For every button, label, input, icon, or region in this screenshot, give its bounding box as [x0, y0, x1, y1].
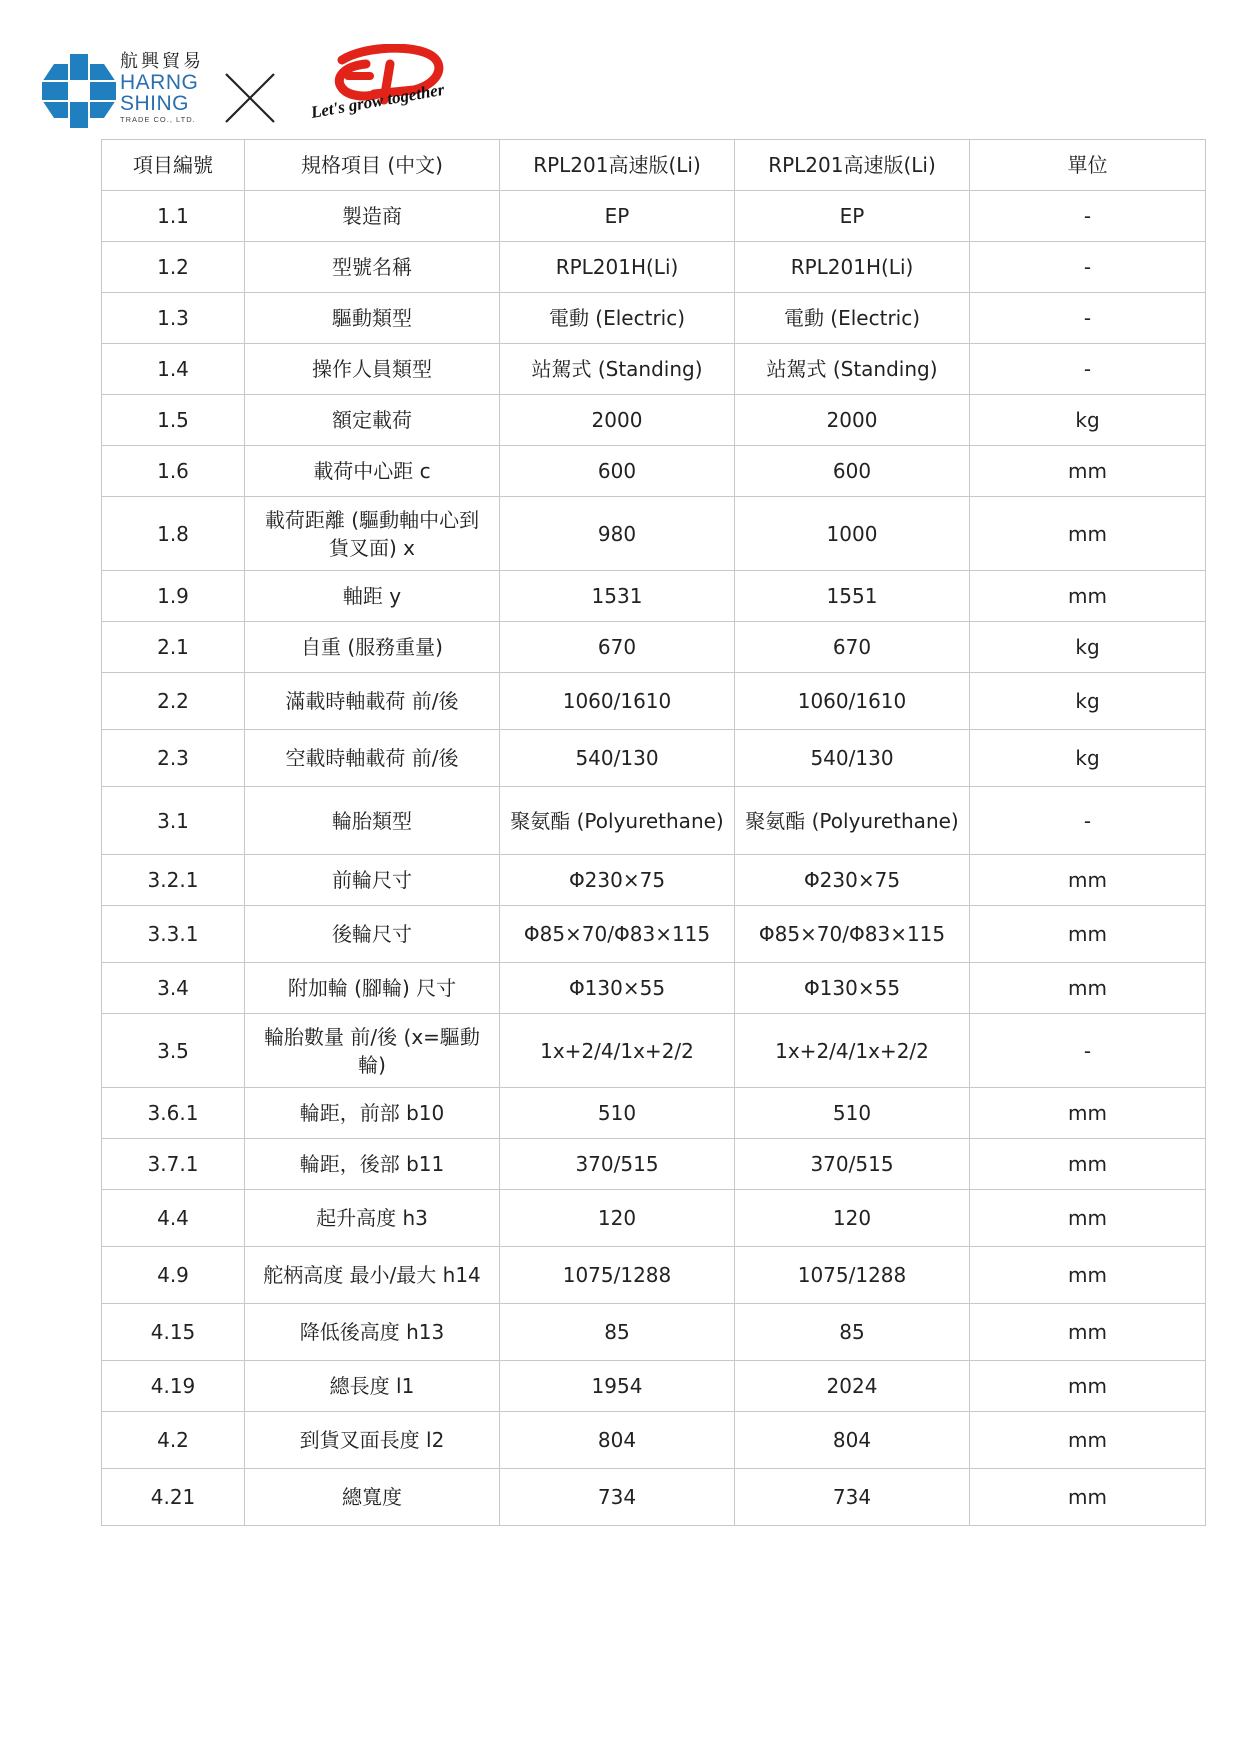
table-row [102, 497, 1206, 571]
header-spec-item: 規格項目 (中文) [245, 140, 500, 191]
cell-item-no: 3.7.1 [102, 1139, 245, 1190]
table-header-row [102, 140, 1206, 191]
cell-model-2: EP [735, 191, 970, 242]
header-item-no: 項目編號 [102, 140, 245, 191]
cell-item-no: 2.3 [102, 730, 245, 787]
cell-unit: mm [970, 1190, 1206, 1247]
cell-unit: mm [970, 1412, 1206, 1469]
cell-unit: mm [970, 1304, 1206, 1361]
table-row [102, 1247, 1206, 1304]
cell-model-2: 站駕式 (Standing) [735, 344, 970, 395]
cell-spec-item: 額定載荷 [245, 395, 500, 446]
cell-item-no: 1.8 [102, 497, 245, 571]
cell-spec-item: 附加輪 (腳輪) 尺寸 [245, 963, 500, 1014]
cell-model-2: 1060/1610 [735, 673, 970, 730]
cell-item-no: 3.1 [102, 787, 245, 855]
cell-spec-item: 舵柄高度 最小/最大 h14 [245, 1247, 500, 1304]
cell-model-1: RPL201H(Li) [500, 242, 735, 293]
cell-model-1: 1954 [500, 1361, 735, 1412]
cell-spec-item: 後輪尺寸 [245, 906, 500, 963]
cell-spec-item: 起升高度 h3 [245, 1190, 500, 1247]
table-row [102, 1361, 1206, 1412]
cell-model-1: 510 [500, 1088, 735, 1139]
cell-spec-item: 型號名稱 [245, 242, 500, 293]
header-model-1: RPL201高速版(Li) [500, 140, 735, 191]
cell-model-2: RPL201H(Li) [735, 242, 970, 293]
cell-spec-item: 軸距 y [245, 571, 500, 622]
cell-spec-item: 滿載時軸載荷 前/後 [245, 673, 500, 730]
cell-item-no: 3.5 [102, 1014, 245, 1088]
cell-unit: mm [970, 1088, 1206, 1139]
specification-table [101, 139, 1206, 1526]
company-name-en-2: SHING [120, 92, 190, 115]
table-row [102, 242, 1206, 293]
cell-spec-item: 自重 (服務重量) [245, 622, 500, 673]
cell-unit: mm [970, 571, 1206, 622]
table-row [102, 191, 1206, 242]
cell-model-1: 804 [500, 1412, 735, 1469]
table-row [102, 787, 1206, 855]
cell-item-no: 4.9 [102, 1247, 245, 1304]
cell-unit: mm [970, 1247, 1206, 1304]
cell-model-2: 1000 [735, 497, 970, 571]
cell-model-2: 85 [735, 1304, 970, 1361]
cell-item-no: 3.4 [102, 963, 245, 1014]
cell-item-no: 4.2 [102, 1412, 245, 1469]
harng-shing-logo-icon [42, 54, 116, 128]
collaboration-x-icon [222, 70, 278, 126]
cell-model-1: 670 [500, 622, 735, 673]
cell-model-2: 510 [735, 1088, 970, 1139]
cell-item-no: 4.19 [102, 1361, 245, 1412]
cell-unit: - [970, 344, 1206, 395]
table-row [102, 571, 1206, 622]
cell-unit: - [970, 1014, 1206, 1088]
cell-model-2: 聚氨酯 (Polyurethane) [735, 787, 970, 855]
cell-spec-item: 前輪尺寸 [245, 855, 500, 906]
cell-unit: - [970, 242, 1206, 293]
table-row [102, 622, 1206, 673]
cell-model-2: Φ130×55 [735, 963, 970, 1014]
cell-spec-item: 輪胎類型 [245, 787, 500, 855]
cell-spec-item: 降低後高度 h13 [245, 1304, 500, 1361]
cell-model-2: 670 [735, 622, 970, 673]
cell-item-no: 4.21 [102, 1469, 245, 1526]
table-row [102, 855, 1206, 906]
table-row [102, 1412, 1206, 1469]
cell-item-no: 1.9 [102, 571, 245, 622]
cell-spec-item: 製造商 [245, 191, 500, 242]
cell-model-2: 2000 [735, 395, 970, 446]
table-row [102, 293, 1206, 344]
table-body [102, 140, 1206, 1526]
table-row [102, 1139, 1206, 1190]
table-row [102, 906, 1206, 963]
cell-unit: kg [970, 622, 1206, 673]
cell-item-no: 4.15 [102, 1304, 245, 1361]
cell-unit: kg [970, 673, 1206, 730]
cell-model-2: 120 [735, 1190, 970, 1247]
cell-model-1: 120 [500, 1190, 735, 1247]
cell-model-1: Φ230×75 [500, 855, 735, 906]
cell-model-1: 聚氨酯 (Polyurethane) [500, 787, 735, 855]
cell-spec-item: 輪胎數量 前/後 (x=驅動輪) [245, 1014, 500, 1088]
cell-unit: - [970, 293, 1206, 344]
page-header [42, 44, 462, 134]
table-row [102, 395, 1206, 446]
cell-spec-item: 載荷中心距 c [245, 446, 500, 497]
cell-unit: mm [970, 446, 1206, 497]
cell-spec-item: 總長度 l1 [245, 1361, 500, 1412]
cell-model-1: 站駕式 (Standing) [500, 344, 735, 395]
cell-item-no: 1.1 [102, 191, 245, 242]
cell-unit: kg [970, 395, 1206, 446]
cell-model-2: 1551 [735, 571, 970, 622]
cell-model-2: Φ230×75 [735, 855, 970, 906]
cell-model-1: 2000 [500, 395, 735, 446]
header-unit: 單位 [970, 140, 1206, 191]
cell-unit: mm [970, 906, 1206, 963]
table-row [102, 1304, 1206, 1361]
cell-unit: mm [970, 1469, 1206, 1526]
cell-model-1: 370/515 [500, 1139, 735, 1190]
ep-tagline: Let's grow together [309, 79, 446, 122]
cell-model-1: 1060/1610 [500, 673, 735, 730]
cell-model-1: 600 [500, 446, 735, 497]
cell-model-2: 1x+2/4/1x+2/2 [735, 1014, 970, 1088]
cell-unit: kg [970, 730, 1206, 787]
table-row [102, 730, 1206, 787]
company-subtitle: TRADE CO., LTD. [120, 115, 196, 124]
company-name-en-1: HARNG [120, 71, 199, 94]
cell-model-1: 734 [500, 1469, 735, 1526]
cell-item-no: 1.2 [102, 242, 245, 293]
cell-model-2: 電動 (Electric) [735, 293, 970, 344]
table-row [102, 1469, 1206, 1526]
cell-item-no: 3.6.1 [102, 1088, 245, 1139]
cell-model-2: 600 [735, 446, 970, 497]
cell-spec-item: 輪距，前部 b10 [245, 1088, 500, 1139]
table-row [102, 1014, 1206, 1088]
table-row [102, 1088, 1206, 1139]
cell-model-2: 1075/1288 [735, 1247, 970, 1304]
cell-model-1: 85 [500, 1304, 735, 1361]
cell-model-2: 540/130 [735, 730, 970, 787]
cell-model-1: Φ130×55 [500, 963, 735, 1014]
company-name-cn: 航興貿易 [120, 51, 204, 72]
cell-spec-item: 驅動類型 [245, 293, 500, 344]
cell-model-1: 1531 [500, 571, 735, 622]
cell-item-no: 2.2 [102, 673, 245, 730]
cell-unit: mm [970, 855, 1206, 906]
cell-spec-item: 輪距，後部 b11 [245, 1139, 500, 1190]
cell-spec-item: 操作人員類型 [245, 344, 500, 395]
cell-unit: mm [970, 1139, 1206, 1190]
header-model-2: RPL201高速版(Li) [735, 140, 970, 191]
cell-model-2: Φ85×70/Φ83×115 [735, 906, 970, 963]
cell-model-1: EP [500, 191, 735, 242]
cell-unit: mm [970, 497, 1206, 571]
table-row [102, 344, 1206, 395]
ep-logo-icon [304, 44, 454, 134]
cell-model-2: 734 [735, 1469, 970, 1526]
cell-item-no: 3.3.1 [102, 906, 245, 963]
cell-model-1: 540/130 [500, 730, 735, 787]
cell-model-2: 804 [735, 1412, 970, 1469]
cell-model-1: 980 [500, 497, 735, 571]
cell-item-no: 1.5 [102, 395, 245, 446]
cell-unit: mm [970, 963, 1206, 1014]
table-row [102, 673, 1206, 730]
cell-model-1: Φ85×70/Φ83×115 [500, 906, 735, 963]
cell-model-1: 1x+2/4/1x+2/2 [500, 1014, 735, 1088]
cell-unit: - [970, 787, 1206, 855]
cell-item-no: 4.4 [102, 1190, 245, 1247]
cell-model-2: 2024 [735, 1361, 970, 1412]
cell-spec-item: 總寬度 [245, 1469, 500, 1526]
cell-item-no: 1.3 [102, 293, 245, 344]
cell-model-1: 電動 (Electric) [500, 293, 735, 344]
table-row [102, 963, 1206, 1014]
cell-item-no: 3.2.1 [102, 855, 245, 906]
cell-item-no: 1.4 [102, 344, 245, 395]
cell-spec-item: 空載時軸載荷 前/後 [245, 730, 500, 787]
cell-unit: - [970, 191, 1206, 242]
cell-item-no: 2.1 [102, 622, 245, 673]
cell-model-2: 370/515 [735, 1139, 970, 1190]
cell-item-no: 1.6 [102, 446, 245, 497]
cell-spec-item: 載荷距離 (驅動軸中心到貨叉面) x [245, 497, 500, 571]
cell-spec-item: 到貨叉面長度 l2 [245, 1412, 500, 1469]
table-row [102, 446, 1206, 497]
table-row [102, 1190, 1206, 1247]
cell-model-1: 1075/1288 [500, 1247, 735, 1304]
cell-unit: mm [970, 1361, 1206, 1412]
